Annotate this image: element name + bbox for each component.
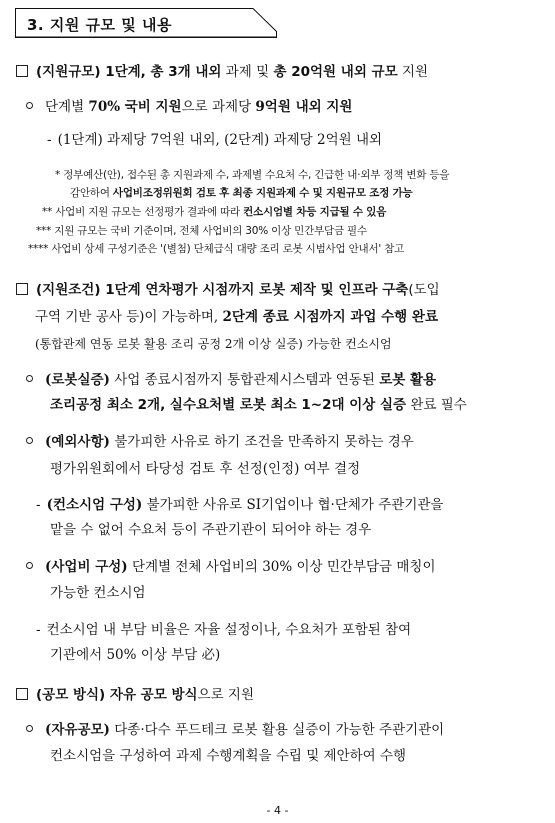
- text-run: (자유공모): [45, 722, 110, 738]
- circle-bullet-icon: [26, 562, 33, 569]
- section-header: [15, 8, 277, 38]
- text-run: (통합관제 연동 로봇 활용 조리 공정 2개 이상 실증) 가능한 컨소시엄: [35, 337, 392, 351]
- block-11: [26, 371, 436, 389]
- text-run: 불가피한 사유로 SI기업이나 협·단체가 주관기관을: [142, 497, 444, 513]
- text-run: 70% 국비 지원: [88, 99, 182, 115]
- circle-bullet-icon: [26, 437, 33, 444]
- checkbox-bullet-icon: [16, 65, 28, 77]
- text-run: 구역 기반 공사 등)이 가능하며,: [35, 309, 223, 325]
- checkbox-bullet-icon: [16, 688, 28, 700]
- text-run: (예외사항): [45, 434, 110, 450]
- circle-bullet-icon: [26, 725, 33, 732]
- block-23: [50, 747, 406, 765]
- text-run: 지원: [397, 64, 429, 80]
- page-number: - 4 -: [266, 804, 289, 817]
- block-22: [26, 721, 444, 739]
- block-21: [16, 686, 254, 704]
- text-run: (도입: [408, 282, 440, 298]
- text-run: 로봇 활용: [379, 372, 437, 388]
- text-run: 단계별 전체 사업비의 30% 이상 민간부담금 매칭이: [127, 559, 436, 575]
- block-17: [26, 558, 436, 576]
- block-12: [50, 396, 467, 414]
- text-run: (로봇실증): [45, 372, 110, 388]
- section-title: 3. 지원 규모 및 내용: [27, 16, 172, 34]
- text-run: 맡을 수 없어 수요처 등이 주관기관이 되어야 하는 경우: [50, 522, 372, 538]
- text-run: 사업비조정위원회 검토 후 최종 지원과제 수 및 지원규모 조정 가능: [112, 187, 413, 199]
- block-7: [28, 242, 404, 256]
- text-run: (지원규모) 1단계, 총 3개 내외: [36, 64, 222, 80]
- text-run: *** 지원 규모는 국비 기준이며, 전체 사업비의 30% 이상 민간부담금 필수: [36, 225, 367, 237]
- text-run: (지원조건) 1단계 연차평가 시점까지 로봇 제작 및 인프라 구축: [36, 282, 409, 298]
- dash-bullet-icon: -: [36, 622, 41, 638]
- text-run: 총 20억원 내외 규모: [273, 64, 398, 80]
- block-13: [26, 433, 414, 451]
- block-19: [36, 621, 411, 639]
- text-run: **** 사업비 상세 구성기준은 '(별첨) 단체급식 대량 조리 로봇 시범사업 안내서' 참고: [28, 243, 405, 255]
- text-run: 감안하여: [70, 187, 113, 199]
- circle-bullet-icon: [26, 375, 33, 382]
- text-run: 가능한 컨소시엄: [50, 585, 146, 601]
- block-3: [55, 168, 449, 182]
- text-run: 9억원 내외 지원: [255, 99, 353, 115]
- text-run: (공모 방식) 자유 공모 방식: [36, 687, 198, 703]
- text-run: (1단계) 과제당 7억원 내외, (2단계) 과제당 2억원 내외: [57, 132, 383, 148]
- text-run: 불가피한 사유로 하기 조건을 만족하지 못하는 경우: [109, 434, 414, 450]
- text-run: ** 사업비 지원 규모는 선정평가 결과에 따라: [42, 206, 244, 218]
- block-1: [26, 98, 352, 116]
- block-5: [42, 205, 386, 219]
- block-9: [35, 308, 438, 326]
- circle-bullet-icon: [26, 102, 33, 109]
- dash-bullet-icon: -: [36, 497, 41, 513]
- text-run: 사업 종료시점까지 통합관제시스템과 연동된: [109, 372, 380, 388]
- block-0: [16, 63, 428, 81]
- text-run: 2단계 종료 시점까지 과업 수행 완료: [222, 309, 438, 325]
- block-20: [50, 646, 220, 664]
- block-2: [47, 131, 382, 149]
- text-run: * 정부예산(안), 접수된 총 지원과제 수, 과제별 수요처 수, 긴급한 내·외부 정책 변화 등을: [55, 169, 450, 181]
- block-8: [16, 281, 440, 299]
- block-10: [35, 335, 392, 353]
- text-run: 기관에서 50% 이상 부담 必): [50, 647, 221, 663]
- text-run: 평가위원회에서 타당성 검토 후 선정(인정) 여부 결정: [50, 461, 361, 477]
- block-14: [50, 460, 360, 478]
- text-run: 으로 과제당: [181, 99, 256, 115]
- text-run: 다종·다수 푸드테크 로봇 활용 실증이 가능한 주관기관이: [109, 722, 445, 738]
- block-18: [50, 584, 146, 602]
- block-16: [50, 521, 371, 539]
- text-run: 컨소시엄별 차등 지급될 수 있음: [243, 206, 387, 218]
- text-run: 완료 필수: [406, 397, 467, 413]
- text-run: 단계별: [45, 99, 89, 115]
- text-run: 으로 지원: [197, 687, 255, 703]
- text-run: 컨소시엄 내 부담 비율은 자율 설정이나, 수요처가 포함된 참여: [46, 622, 412, 638]
- text-run: 과제 및: [221, 64, 274, 80]
- block-4: [70, 186, 412, 200]
- text-run: 조리공정 최소 2개, 실수요처별 로봇 최소 1~2대 이상 실증: [50, 397, 407, 413]
- block-15: [36, 496, 443, 514]
- dash-bullet-icon: -: [47, 132, 52, 148]
- block-6: [36, 224, 367, 238]
- text-run: (컨소시엄 구성): [46, 497, 143, 513]
- checkbox-bullet-icon: [16, 283, 28, 295]
- text-run: 컨소시엄을 구성하여 과제 수행계획을 수립 및 제안하여 수행: [50, 748, 407, 764]
- text-run: (사업비 구성): [45, 559, 128, 575]
